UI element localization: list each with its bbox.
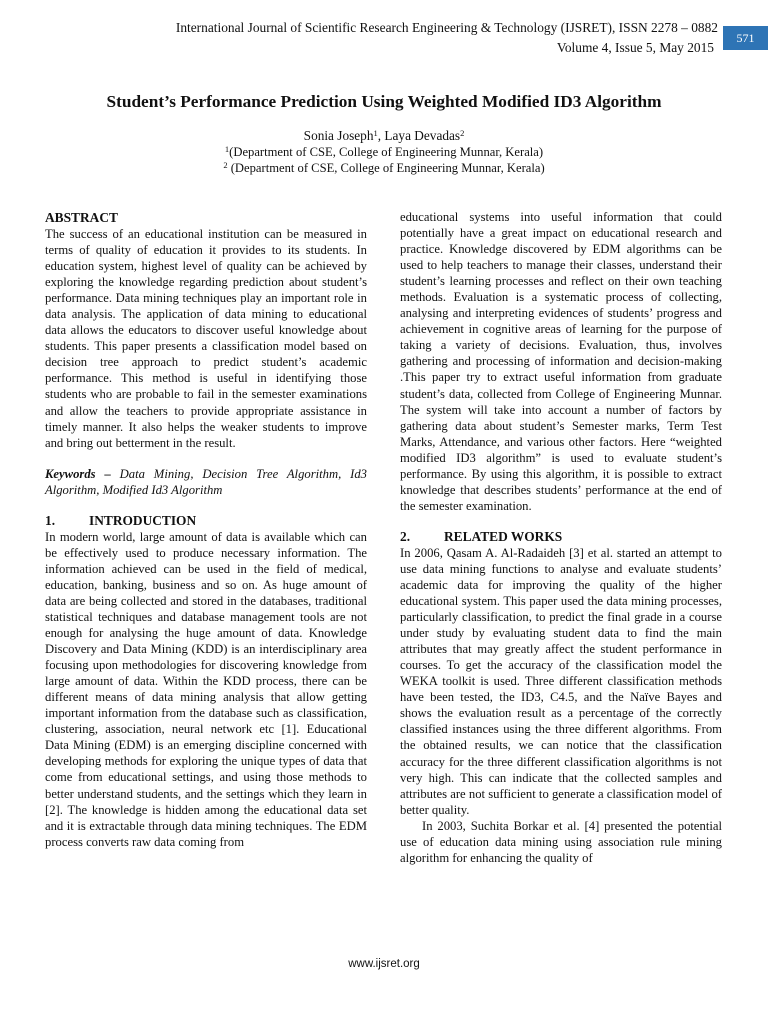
affiliation-2-text: (Department of CSE, College of Engineering Munnar, Kerala): [227, 161, 545, 175]
left-column: [45, 210, 367, 850]
journal-header: International Journal of Scientific Research Engineering & Technology (IJSRET), ISSN 2278 – 0882: [175, 20, 718, 35]
keywords-label: Keywords –: [45, 466, 111, 481]
affiliation-1-text: (Department of CSE, College of Engineering Munnar, Kerala): [229, 145, 544, 159]
author-2: Laya Devadas: [384, 128, 461, 143]
related-works-paragraph-2: In 2003, Suchita Borkar et al. [4] presented the potential use of education data mining using association rule mining algorithm for enhancing the quality of: [400, 818, 722, 865]
introduction-heading: [45, 513, 367, 529]
keywords-text: Data Mining, Decision Tree Algorithm, Id3 Algorithm, Modified Id3 Algorithm: [45, 466, 367, 497]
abstract-heading: ABSTRACT: [45, 210, 118, 225]
introduction-title: INTRODUCTION: [89, 512, 197, 528]
author-separator: ,: [377, 128, 385, 143]
introduction-number: 1.: [45, 512, 56, 528]
volume-issue: Volume 4, Issue 5, May 2015: [556, 40, 714, 55]
paper-title: Student’s Performance Prediction Using Weighted Modified ID3 Algorithm: [106, 92, 662, 111]
introduction-continuation: educational systems into useful information that could potentially have a great impact on educational research and practice. Knowledge discovered by EDM algorithms can be used to help teachers to manage their classes, understand their student’s learning processes and reflect on their own teaching methods. Evaluation is a systematic process of collecting, analysing and interpreting evidences of students’ progress and achievement in cognitive areas of learning for the purpose of taking a variety of decisions. Evaluation, thus, involves gathering and processing of information and decision-making .This paper try to extract useful information from graduate student’s data, collected from College of Engineering Munnar. The system will take into account a number of factors by gathering data about student’s Semester marks, Term Test Marks, Attendance, and various other factors. Here “weighted modified ID3 algorithm” is used to evaluate student’s performance. By using this algorithm, it is possible to extract knowledge that describes students’ performance at the end of the semester examination.: [400, 210, 722, 513]
related-works-heading: [400, 529, 722, 545]
author-1: Sonia Joseph: [303, 128, 374, 143]
affiliation-1-mark: 1: [224, 144, 230, 154]
author-1-mark: 1: [373, 128, 378, 138]
footer-website: www.ijsret.org: [348, 958, 420, 970]
affiliation-1: [0, 145, 768, 160]
affiliation-2-mark: 2: [223, 160, 228, 170]
keywords: [45, 466, 367, 498]
related-works-paragraph-1: In 2006, Qasam A. Al-Radaideh [3] et al. started an attempt to use data mining functions to analyse and evaluate students’ academic data for improving the quality of the higher educational system. This paper used the data mining processes, particularly classification, to predict the final grade in a course under study by evaluating student data to find the main attributes that may greatly affect the student performance in courses. To get the accuracy of the classification model the WEKA toolkit is used. Three different classification methods have been tested, the ID3, C4.5, and the Naïve Bayes and shows the evaluation result as a percentage of the correctly classified instances using the three different algorithms. From the obtained results, we can notice that the classification accuracy for the three different classification algorithms is not very high. This can indicate that the collected samples and attributes are not sufficient to generate a classification model of better quality.: [400, 545, 722, 817]
abstract-text: The success of an educational institution can be measured in terms of quality of education it provides to its students. In education system, highest level of quality can be achieved by exploring the knowledge regarding prediction about student’s performance. Data mining techniques play an important role in data analysis. The application of data mining to educational data allows the educators to discover useful knowledge about students. This paper presents a classification model based on decision tree approach to predict student’s academic performance. This method is useful in identifying those students who are probable to fail in the semester examinations and allow the teachers to provide appropriate assistance in timely manner. It also helps the weaker students to improve and bring out betterment in the result.: [45, 227, 367, 450]
author-line: [0, 128, 768, 144]
related-works-number: 2.: [400, 528, 411, 544]
page-number-badge: 571: [723, 26, 768, 50]
introduction-text: In modern world, large amount of data is available which can be effectively used to produce necessary information. The information achieved can be used in the field of medical, education, banking, business and so on. As huge amount of data are being collected and stored in the databases, traditional statistical techniques and database management tools are not enough for analysing the huge amount of data. Knowledge Discovery and Data Mining (KDD) is an interdisciplinary area focusing upon methodologies for discovering knowledge from large amount of data. Within the KDD process, there can be different means of data mining analysis that allow getting important information from the database such as classification, clustering, association, neural network etc [1]. Educational Data Mining (EDM) is an emerging discipline concerned with developing methods for exploring the unique types of data that come from educational settings, and using those methods to better understand students, and the settings which they learn in [2]. The knowledge is hidden among the educational data set and it is extractable through data mining techniques. The EDM process converts raw data coming from: [45, 529, 367, 849]
related-works-title: RELATED WORKS: [444, 528, 563, 544]
affiliation-2: [0, 161, 768, 176]
author-2-mark: 2: [460, 128, 465, 138]
right-column: [400, 209, 722, 866]
